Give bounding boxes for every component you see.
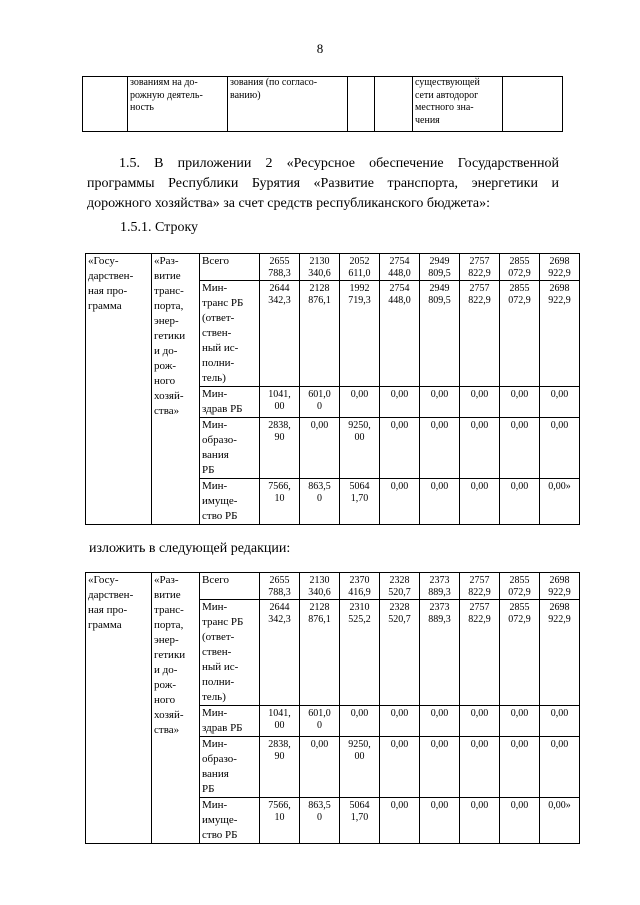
value-cell: 0,00 bbox=[500, 798, 540, 844]
value-cell: 0,00 bbox=[500, 706, 540, 737]
value-cell: 0,00 bbox=[540, 737, 580, 798]
value-cell: 2757 822,9 bbox=[460, 573, 500, 600]
value-cell: 2655 788,3 bbox=[260, 254, 300, 281]
value-cell: 2644 342,3 bbox=[260, 281, 300, 387]
value-cell: 0,00 bbox=[540, 387, 580, 418]
value-cell: 2370 416,9 bbox=[340, 573, 380, 600]
table-cell bbox=[503, 77, 563, 132]
value-cell: 2644 342,3 bbox=[260, 600, 300, 706]
paragraph-edit: изложить в следующей редакции: bbox=[89, 541, 291, 556]
program-table-current bbox=[85, 253, 580, 525]
value-cell: 0,00 bbox=[380, 706, 420, 737]
value-cell: 0,00 bbox=[460, 737, 500, 798]
value-cell: 2328 520,7 bbox=[380, 600, 420, 706]
table-cell bbox=[375, 77, 413, 132]
table-row bbox=[86, 573, 580, 600]
value-cell: 601,0 0 bbox=[300, 387, 340, 418]
table-cell: существующей сети автодорог местного зна- чения bbox=[413, 77, 503, 132]
value-cell: 0,00 bbox=[460, 479, 500, 525]
value-cell: 0,00 bbox=[460, 418, 500, 479]
value-cell: 0,00 bbox=[500, 387, 540, 418]
value-cell: 2838, 90 bbox=[260, 418, 300, 479]
value-cell: 2949 809,5 bbox=[420, 281, 460, 387]
value-cell: 1041, 00 bbox=[260, 387, 300, 418]
table-cell bbox=[348, 77, 375, 132]
value-cell: 2855 072,9 bbox=[500, 254, 540, 281]
value-cell: 9250, 00 bbox=[340, 737, 380, 798]
value-cell: 2754 448,0 bbox=[380, 254, 420, 281]
value-cell: 2698 922,9 bbox=[540, 573, 580, 600]
page-number: 8 bbox=[316, 41, 324, 56]
value-cell: 0,00» bbox=[540, 479, 580, 525]
row-label: Мин- здрав РБ bbox=[200, 706, 260, 737]
value-cell: 0,00 bbox=[500, 418, 540, 479]
value-cell: 0,00 bbox=[500, 479, 540, 525]
row-label: Мин- транс РБ (ответ- ствен- ный ис- полни- тель) bbox=[200, 600, 260, 706]
value-cell: 0,00 bbox=[420, 798, 460, 844]
value-cell: 0,00 bbox=[380, 418, 420, 479]
value-cell: 0,00 bbox=[300, 737, 340, 798]
value-cell: 2310 525,2 bbox=[340, 600, 380, 706]
value-cell: 0,00 bbox=[540, 418, 580, 479]
value-cell: 601,0 0 bbox=[300, 706, 340, 737]
program-table-new bbox=[85, 572, 580, 844]
value-cell: 0,00 bbox=[420, 387, 460, 418]
value-cell: 863,5 0 bbox=[300, 479, 340, 525]
value-cell: 5064 1,70 bbox=[340, 479, 380, 525]
value-cell: 2757 822,9 bbox=[460, 600, 500, 706]
value-cell: 5064 1,70 bbox=[340, 798, 380, 844]
value-cell: 2698 922,9 bbox=[540, 254, 580, 281]
value-cell: 2757 822,9 bbox=[460, 254, 500, 281]
value-cell: 0,00 bbox=[420, 737, 460, 798]
value-cell: 0,00 bbox=[380, 798, 420, 844]
value-cell: 0,00 bbox=[380, 387, 420, 418]
value-cell: 2698 922,9 bbox=[540, 600, 580, 706]
value-cell: 2698 922,9 bbox=[540, 281, 580, 387]
row-label: Мин- образо- вания РБ bbox=[200, 737, 260, 798]
value-cell: 0,00 bbox=[540, 706, 580, 737]
row-label: Мин- имуще- ство РБ bbox=[200, 798, 260, 844]
value-cell: 2128 876,1 bbox=[300, 600, 340, 706]
value-cell: 2855 072,9 bbox=[500, 573, 540, 600]
subprogram-cell: «Раз- витие транс- порта, энер- гетики и до- рож- ного хозяй- ства» bbox=[152, 573, 200, 844]
value-cell: 0,00 bbox=[300, 418, 340, 479]
value-cell: 0,00 bbox=[380, 479, 420, 525]
row-label: Мин- здрав РБ bbox=[200, 387, 260, 418]
value-cell: 2128 876,1 bbox=[300, 281, 340, 387]
paragraph-1-5 bbox=[87, 154, 559, 214]
value-cell: 2949 809,5 bbox=[420, 254, 460, 281]
value-cell: 0,00 bbox=[340, 387, 380, 418]
program-cell: «Госу- дарствен- ная про- грамма bbox=[86, 254, 152, 525]
continuation-table bbox=[82, 76, 563, 132]
value-cell: 2373 889,3 bbox=[420, 573, 460, 600]
value-cell: 2855 072,9 bbox=[500, 600, 540, 706]
value-cell: 0,00 bbox=[460, 706, 500, 737]
value-cell: 7566, 10 bbox=[260, 798, 300, 844]
table-row bbox=[83, 77, 563, 132]
value-cell: 2757 822,9 bbox=[460, 281, 500, 387]
table-cell: зованиям на до- рожную деятель- ность bbox=[128, 77, 228, 132]
program-cell: «Госу- дарствен- ная про- грамма bbox=[86, 573, 152, 844]
value-cell: 0,00 bbox=[460, 798, 500, 844]
subprogram-cell: «Раз- витие транс- порта, энер- гетики и до- рож- ного хозяй- ства» bbox=[152, 254, 200, 525]
value-cell: 1041, 00 bbox=[260, 706, 300, 737]
value-cell: 2052 611,0 bbox=[340, 254, 380, 281]
value-cell: 2655 788,3 bbox=[260, 573, 300, 600]
value-cell: 0,00» bbox=[540, 798, 580, 844]
table-cell: зования (по согласо- ванию) bbox=[228, 77, 348, 132]
value-cell: 2838, 90 bbox=[260, 737, 300, 798]
row-label: Мин- образо- вания РБ bbox=[200, 418, 260, 479]
row-label: Мин- транс РБ (ответ- ствен- ный ис- полни- тель) bbox=[200, 281, 260, 387]
value-cell: 2130 340,6 bbox=[300, 573, 340, 600]
value-cell: 7566, 10 bbox=[260, 479, 300, 525]
value-cell: 9250, 00 bbox=[340, 418, 380, 479]
table-row bbox=[86, 254, 580, 281]
row-label: Мин- имуще- ство РБ bbox=[200, 479, 260, 525]
value-cell: 0,00 bbox=[420, 418, 460, 479]
value-cell: 2754 448,0 bbox=[380, 281, 420, 387]
value-cell: 2130 340,6 bbox=[300, 254, 340, 281]
paragraph-1-5-1: 1.5.1. Строку bbox=[120, 220, 199, 235]
row-label: Всего bbox=[200, 573, 260, 600]
value-cell: 0,00 bbox=[420, 479, 460, 525]
value-cell: 1992 719,3 bbox=[340, 281, 380, 387]
value-cell: 863,5 0 bbox=[300, 798, 340, 844]
value-cell: 0,00 bbox=[380, 737, 420, 798]
value-cell: 0,00 bbox=[460, 387, 500, 418]
value-cell: 0,00 bbox=[500, 737, 540, 798]
value-cell: 2373 889,3 bbox=[420, 600, 460, 706]
value-cell: 2328 520,7 bbox=[380, 573, 420, 600]
paragraph-text: 1.5. В приложении 2 «Ресурсное обеспечение Государственной программы Республики Бурятия «Развитие транспорта, энергетики и дорожного хозяйства» за счет средств республиканского бюджета»: bbox=[87, 156, 559, 211]
value-cell: 2855 072,9 bbox=[500, 281, 540, 387]
value-cell: 0,00 bbox=[420, 706, 460, 737]
value-cell: 0,00 bbox=[340, 706, 380, 737]
table-cell bbox=[83, 77, 128, 132]
row-label: Всего bbox=[200, 254, 260, 281]
